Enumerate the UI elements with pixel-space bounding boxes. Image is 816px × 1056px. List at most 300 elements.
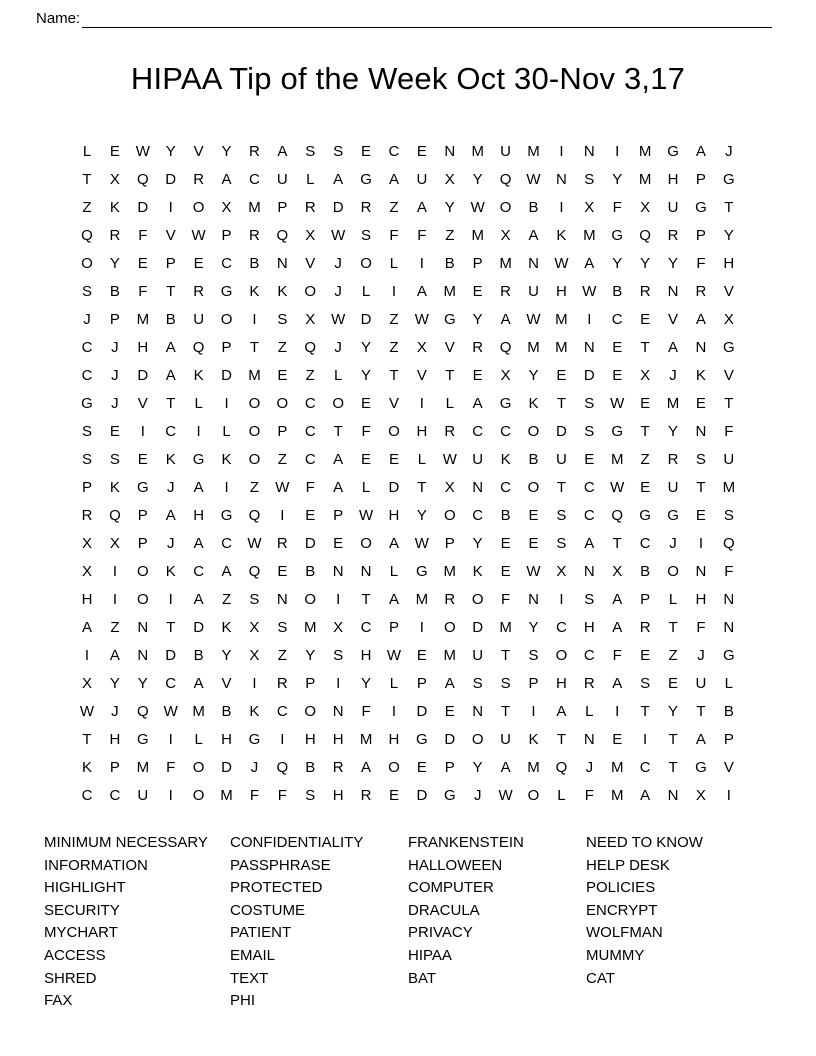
grid-cell[interactable]: U [416, 171, 428, 188]
grid-cell[interactable]: Y [612, 171, 623, 188]
word-list-item[interactable]: FAX [44, 992, 73, 1010]
grid-cell[interactable]: R [667, 227, 679, 244]
grid-cell[interactable]: T [724, 395, 734, 412]
grid-cell[interactable]: Z [277, 339, 287, 356]
grid-cell[interactable]: S [109, 451, 120, 468]
grid-cell[interactable]: U [276, 171, 288, 188]
grid-cell[interactable]: M [638, 171, 652, 188]
grid-cell[interactable]: G [723, 647, 735, 664]
word-list-item[interactable]: ENCRYPT [586, 901, 658, 919]
grid-cell[interactable]: E [416, 143, 427, 160]
grid-cell[interactable]: S [361, 227, 372, 244]
word-list-item[interactable]: DRACULA [408, 901, 480, 919]
grid-cell[interactable]: S [556, 535, 567, 552]
grid-cell[interactable]: X [584, 199, 595, 216]
grid-cell[interactable]: I [559, 199, 564, 216]
grid-cell[interactable]: K [249, 283, 260, 300]
grid-cell[interactable]: M [443, 283, 457, 300]
grid-cell[interactable]: O [220, 311, 233, 328]
grid-cell[interactable]: Z [389, 311, 399, 328]
word-list-item[interactable]: PHI [230, 992, 256, 1010]
grid-cell[interactable]: S [584, 423, 595, 440]
grid-cell[interactable]: Z [277, 451, 287, 468]
grid-cell[interactable]: C [304, 395, 316, 412]
grid-cell[interactable]: U [193, 311, 205, 328]
word-list-item[interactable]: PATIENT [230, 924, 292, 942]
grid-cell[interactable]: Y [416, 507, 427, 524]
grid-cell[interactable]: W [163, 703, 178, 720]
grid-cell[interactable]: N [583, 143, 595, 160]
grid-cell[interactable]: W [498, 787, 513, 804]
grid-cell[interactable]: N [472, 703, 484, 720]
grid-cell[interactable]: O [527, 787, 540, 804]
grid-cell[interactable]: E [584, 451, 595, 468]
grid-cell[interactable]: G [443, 787, 456, 804]
grid-cell[interactable]: C [193, 563, 205, 580]
grid-cell[interactable]: X [109, 171, 120, 188]
grid-cell[interactable]: Y [723, 227, 734, 244]
grid-cell[interactable]: I [391, 703, 397, 720]
grid-cell[interactable]: W [331, 311, 346, 328]
grid-cell[interactable]: K [165, 563, 176, 580]
grid-cell[interactable]: A [472, 395, 483, 412]
grid-cell[interactable]: G [81, 395, 93, 412]
grid-cell[interactable]: R [444, 591, 456, 608]
grid-cell[interactable]: J [166, 479, 175, 496]
grid-cell[interactable]: I [280, 507, 285, 524]
grid-cell[interactable]: C [276, 703, 288, 720]
grid-cell[interactable]: A [416, 283, 427, 300]
grid-cell[interactable]: M [415, 591, 429, 608]
grid-cell[interactable]: B [165, 311, 176, 328]
grid-cell[interactable]: E [640, 647, 651, 664]
grid-cell[interactable]: I [84, 647, 90, 664]
grid-cell[interactable]: T [668, 759, 678, 776]
grid-cell[interactable]: E [528, 535, 539, 552]
grid-cell[interactable]: K [165, 451, 176, 468]
grid-cell[interactable]: N [360, 563, 372, 580]
grid-cell[interactable]: X [695, 787, 706, 804]
grid-cell[interactable]: F [249, 787, 260, 804]
grid-cell[interactable]: C [165, 423, 177, 440]
grid-cell[interactable]: X [249, 647, 260, 664]
grid-cell[interactable]: I [168, 591, 173, 608]
grid-cell[interactable]: L [82, 143, 92, 160]
grid-cell[interactable]: L [333, 367, 343, 384]
grid-cell[interactable]: T [696, 703, 706, 720]
grid-cell[interactable]: O [248, 395, 261, 412]
grid-cell[interactable]: Y [109, 675, 120, 692]
grid-cell[interactable]: L [389, 563, 399, 580]
grid-cell[interactable]: E [472, 367, 483, 384]
grid-cell[interactable]: A [416, 199, 427, 216]
grid-cell[interactable]: T [82, 171, 92, 188]
grid-cell[interactable]: M [610, 759, 624, 776]
grid-cell[interactable]: W [135, 143, 150, 160]
grid-cell[interactable]: Y [668, 423, 679, 440]
grid-cell[interactable]: N [583, 563, 595, 580]
grid-cell[interactable]: J [166, 535, 175, 552]
grid-cell[interactable]: P [416, 675, 427, 692]
grid-cell[interactable]: U [500, 143, 512, 160]
grid-cell[interactable]: P [472, 255, 483, 272]
grid-cell[interactable]: D [304, 535, 316, 552]
grid-cell[interactable]: E [500, 535, 511, 552]
grid-cell[interactable]: A [193, 591, 204, 608]
word-list-item[interactable]: SHRED [44, 969, 97, 987]
grid-cell[interactable]: H [137, 339, 149, 356]
grid-cell[interactable]: A [165, 339, 176, 356]
grid-cell[interactable]: P [277, 423, 288, 440]
grid-cell[interactable]: M [359, 731, 373, 748]
grid-cell[interactable]: L [306, 171, 315, 188]
grid-cell[interactable]: S [584, 395, 595, 412]
grid-cell[interactable]: F [612, 199, 622, 216]
grid-cell[interactable]: A [165, 507, 176, 524]
grid-cell[interactable]: A [584, 255, 595, 272]
grid-cell[interactable]: K [81, 759, 92, 776]
grid-cell[interactable]: I [168, 199, 173, 216]
grid-cell[interactable]: O [81, 255, 93, 272]
grid-cell[interactable]: M [638, 143, 652, 160]
grid-cell[interactable]: V [416, 367, 427, 384]
grid-cell[interactable]: Q [192, 339, 205, 356]
grid-cell[interactable]: G [695, 759, 707, 776]
grid-cell[interactable]: Z [82, 199, 92, 216]
grid-cell[interactable]: H [304, 731, 316, 748]
grid-cell[interactable]: I [643, 731, 648, 748]
grid-cell[interactable]: O [276, 395, 289, 412]
grid-cell[interactable]: N [332, 563, 344, 580]
grid-cell[interactable]: C [304, 451, 316, 468]
grid-cell[interactable]: M [527, 339, 540, 356]
grid-cell[interactable]: T [640, 703, 650, 720]
grid-cell[interactable]: E [388, 451, 399, 468]
grid-cell[interactable]: N [583, 731, 595, 748]
grid-cell[interactable]: I [140, 423, 145, 440]
grid-cell[interactable]: Y [109, 255, 120, 272]
grid-cell[interactable]: W [358, 507, 374, 524]
grid-cell[interactable]: Q [248, 563, 261, 580]
grid-cell[interactable]: F [361, 703, 371, 720]
grid-cell[interactable]: Y [668, 703, 679, 720]
grid-cell[interactable]: G [416, 563, 428, 580]
word-list-item[interactable]: ACCESS [44, 946, 106, 964]
grid-cell[interactable]: A [500, 759, 511, 776]
grid-cell[interactable]: A [81, 619, 92, 636]
grid-cell[interactable]: R [81, 507, 93, 524]
grid-cell[interactable]: T [389, 367, 399, 384]
grid-cell[interactable]: Y [472, 311, 483, 328]
grid-cell[interactable]: L [222, 423, 231, 440]
grid-cell[interactable]: M [583, 227, 596, 244]
grid-cell[interactable]: C [304, 423, 316, 440]
grid-cell[interactable]: M [136, 759, 150, 776]
grid-cell[interactable]: A [109, 647, 120, 664]
grid-cell[interactable]: D [332, 199, 344, 216]
grid-cell[interactable]: B [221, 703, 232, 720]
grid-cell[interactable]: H [332, 731, 344, 748]
grid-cell[interactable]: A [193, 675, 204, 692]
grid-cell[interactable]: L [361, 283, 371, 300]
grid-cell[interactable]: T [166, 395, 176, 412]
grid-cell[interactable]: T [556, 479, 566, 496]
grid-cell[interactable]: R [276, 675, 288, 692]
grid-cell[interactable]: Y [668, 255, 679, 272]
word-list-item[interactable]: PRIVACY [408, 924, 473, 942]
grid-cell[interactable]: E [416, 759, 427, 776]
grid-cell[interactable]: E [640, 395, 651, 412]
grid-cell[interactable]: H [695, 591, 707, 608]
grid-cell[interactable]: D [137, 199, 149, 216]
grid-cell[interactable]: A [361, 759, 372, 776]
grid-cell[interactable]: M [527, 143, 540, 160]
grid-cell[interactable]: B [500, 507, 511, 524]
grid-cell[interactable]: R [109, 227, 121, 244]
grid-cell[interactable]: F [305, 479, 315, 496]
grid-cell[interactable]: S [723, 507, 734, 524]
grid-cell[interactable]: O [555, 647, 568, 664]
grid-cell[interactable]: E [612, 731, 623, 748]
grid-cell[interactable]: J [111, 367, 119, 384]
grid-cell[interactable]: N [667, 787, 679, 804]
word-list-item[interactable]: INFORMATION [44, 856, 148, 874]
grid-cell[interactable]: O [388, 423, 400, 440]
grid-cell[interactable]: O [527, 423, 540, 440]
grid-cell[interactable]: O [248, 423, 261, 440]
grid-cell[interactable]: I [615, 143, 620, 160]
grid-cell[interactable]: J [111, 339, 119, 356]
grid-cell[interactable]: C [249, 171, 260, 188]
grid-cell[interactable]: S [305, 143, 316, 160]
grid-cell[interactable]: U [528, 283, 539, 300]
grid-cell[interactable]: E [361, 395, 372, 412]
grid-cell[interactable]: E [109, 423, 120, 440]
grid-cell[interactable]: C [611, 311, 623, 328]
grid-cell[interactable]: N [555, 171, 567, 188]
word-list-item[interactable]: POLICIES [586, 879, 656, 897]
grid-cell[interactable]: D [165, 647, 177, 664]
grid-cell[interactable]: A [221, 171, 232, 188]
grid-cell[interactable]: I [531, 703, 536, 720]
grid-cell[interactable]: P [109, 311, 120, 328]
grid-cell[interactable]: M [248, 367, 261, 384]
grid-cell[interactable]: R [583, 675, 595, 692]
grid-cell[interactable]: C [81, 367, 93, 384]
grid-cell[interactable]: X [612, 563, 623, 580]
grid-cell[interactable]: J [334, 339, 342, 356]
grid-cell[interactable]: C [500, 423, 512, 440]
grid-cell[interactable]: Z [277, 647, 287, 664]
grid-cell[interactable]: M [248, 199, 261, 216]
grid-cell[interactable]: Q [248, 507, 261, 524]
grid-cell[interactable]: K [500, 451, 511, 468]
grid-cell[interactable]: O [527, 479, 540, 496]
grid-cell[interactable]: W [470, 199, 485, 216]
grid-cell[interactable]: G [611, 423, 624, 440]
grid-cell[interactable]: H [555, 283, 567, 300]
grid-cell[interactable]: N [695, 563, 707, 580]
grid-cell[interactable]: R [332, 759, 344, 776]
grid-cell[interactable]: J [111, 703, 119, 720]
grid-cell[interactable]: C [472, 423, 484, 440]
grid-cell[interactable]: C [388, 143, 400, 160]
grid-cell[interactable]: X [109, 535, 120, 552]
grid-cell[interactable]: A [333, 171, 344, 188]
grid-cell[interactable]: D [583, 367, 595, 384]
grid-cell[interactable]: P [528, 675, 539, 692]
grid-cell[interactable]: C [81, 339, 93, 356]
grid-cell[interactable]: B [109, 283, 120, 300]
grid-cell[interactable]: T [166, 283, 176, 300]
grid-cell[interactable]: F [417, 227, 427, 244]
grid-cell[interactable]: B [305, 759, 316, 776]
grid-cell[interactable]: P [81, 479, 92, 496]
grid-cell[interactable]: E [277, 563, 288, 580]
grid-cell[interactable]: M [555, 311, 568, 328]
grid-cell[interactable]: W [414, 535, 429, 552]
grid-cell[interactable]: Y [165, 143, 176, 160]
grid-cell[interactable]: X [723, 311, 734, 328]
grid-cell[interactable]: I [280, 731, 285, 748]
grid-cell[interactable]: T [668, 731, 678, 748]
grid-cell[interactable]: A [668, 339, 679, 356]
word-list-item[interactable]: MUMMY [586, 946, 645, 964]
grid-cell[interactable]: G [639, 507, 651, 524]
grid-cell[interactable]: Q [109, 507, 121, 524]
grid-cell[interactable]: W [331, 227, 346, 244]
grid-cell[interactable]: H [332, 787, 344, 804]
word-list-item[interactable]: HALLOWEEN [408, 856, 503, 874]
grid-cell[interactable]: M [610, 787, 624, 804]
grid-cell[interactable]: K [221, 619, 232, 636]
grid-cell[interactable]: A [333, 479, 344, 496]
grid-cell[interactable]: P [137, 507, 148, 524]
grid-cell[interactable]: Z [668, 647, 678, 664]
grid-cell[interactable]: Y [361, 339, 372, 356]
grid-cell[interactable]: H [360, 647, 372, 664]
grid-cell[interactable]: P [333, 507, 344, 524]
grid-cell[interactable]: R [304, 199, 316, 216]
grid-cell[interactable]: A [612, 591, 623, 608]
grid-cell[interactable]: R [249, 227, 260, 244]
grid-cell[interactable]: O [136, 591, 149, 608]
grid-cell[interactable]: Y [472, 759, 483, 776]
grid-cell[interactable]: D [444, 731, 456, 748]
grid-cell[interactable]: A [695, 143, 706, 160]
word-list-item[interactable]: CAT [586, 969, 615, 987]
grid-cell[interactable]: C [639, 535, 651, 552]
grid-cell[interactable]: F [612, 647, 622, 664]
grid-cell[interactable]: S [277, 619, 288, 636]
grid-cell[interactable]: C [583, 647, 595, 664]
grid-cell[interactable]: V [137, 395, 148, 412]
grid-cell[interactable]: H [109, 731, 121, 748]
grid-cell[interactable]: L [445, 395, 454, 412]
grid-cell[interactable]: X [81, 563, 92, 580]
grid-cell[interactable]: P [221, 227, 232, 244]
grid-cell[interactable]: B [305, 563, 316, 580]
grid-cell[interactable]: O [192, 199, 205, 216]
grid-cell[interactable]: X [500, 367, 511, 384]
grid-cell[interactable]: S [500, 675, 511, 692]
grid-cell[interactable]: X [444, 171, 455, 188]
grid-cell[interactable]: Q [81, 227, 93, 244]
grid-cell[interactable]: Z [221, 591, 232, 608]
grid-cell[interactable]: J [111, 395, 119, 412]
grid-cell[interactable]: X [81, 535, 92, 552]
grid-cell[interactable]: Z [445, 227, 455, 244]
grid-cell[interactable]: E [277, 367, 288, 384]
grid-cell[interactable]: C [500, 479, 512, 496]
grid-cell[interactable]: N [444, 143, 456, 160]
grid-cell[interactable]: J [725, 143, 733, 160]
grid-cell[interactable]: T [640, 423, 650, 440]
grid-cell[interactable]: Q [555, 759, 568, 776]
grid-cell[interactable]: Q [304, 339, 317, 356]
grid-cell[interactable]: W [247, 535, 262, 552]
grid-cell[interactable]: A [165, 367, 176, 384]
grid-cell[interactable]: G [695, 199, 707, 216]
grid-cell[interactable]: P [695, 227, 706, 244]
grid-cell[interactable]: E [388, 787, 399, 804]
grid-cell[interactable]: Z [110, 619, 120, 636]
grid-cell[interactable]: M [443, 647, 457, 664]
grid-cell[interactable]: O [471, 731, 484, 748]
grid-cell[interactable]: T [696, 479, 706, 496]
grid-cell[interactable]: V [668, 311, 679, 328]
grid-cell[interactable]: J [83, 311, 91, 328]
grid-cell[interactable]: D [360, 311, 372, 328]
grid-cell[interactable]: M [220, 787, 233, 804]
grid-cell[interactable]: I [726, 787, 731, 804]
grid-cell[interactable]: D [137, 367, 149, 384]
grid-cell[interactable]: S [333, 143, 344, 160]
grid-cell[interactable]: D [555, 423, 567, 440]
grid-cell[interactable]: F [138, 283, 148, 300]
grid-cell[interactable]: J [473, 787, 482, 804]
grid-cell[interactable]: O [360, 535, 372, 552]
word-list-item[interactable]: SECURITY [44, 901, 120, 919]
grid-cell[interactable]: W [526, 171, 541, 188]
grid-cell[interactable]: V [723, 759, 734, 776]
grid-cell[interactable]: F [696, 255, 706, 272]
word-list-item[interactable]: MYCHART [44, 924, 118, 942]
grid-cell[interactable]: T [556, 731, 566, 748]
grid-cell[interactable]: C [583, 507, 595, 524]
grid-cell[interactable]: L [361, 479, 371, 496]
grid-cell[interactable]: T [333, 423, 343, 440]
grid-cell[interactable]: S [584, 171, 595, 188]
grid-cell[interactable]: V [723, 367, 734, 384]
grid-cell[interactable]: J [334, 283, 342, 300]
grid-cell[interactable]: I [224, 395, 229, 412]
grid-cell[interactable]: L [417, 451, 427, 468]
grid-cell[interactable]: L [389, 675, 399, 692]
grid-cell[interactable]: L [194, 731, 203, 748]
grid-cell[interactable]: H [221, 731, 232, 748]
grid-cell[interactable]: H [81, 591, 93, 608]
word-list-item[interactable]: FRANKENSTEIN [408, 834, 524, 851]
grid-cell[interactable]: N [528, 255, 539, 272]
grid-cell[interactable]: B [193, 647, 204, 664]
grid-cell[interactable]: Y [137, 675, 148, 692]
word-list-item[interactable]: WOLFMAN [586, 924, 663, 942]
grid-cell[interactable]: Z [249, 479, 260, 496]
grid-cell[interactable]: O [388, 759, 400, 776]
grid-cell[interactable]: H [555, 675, 567, 692]
grid-cell[interactable]: A [221, 563, 232, 580]
